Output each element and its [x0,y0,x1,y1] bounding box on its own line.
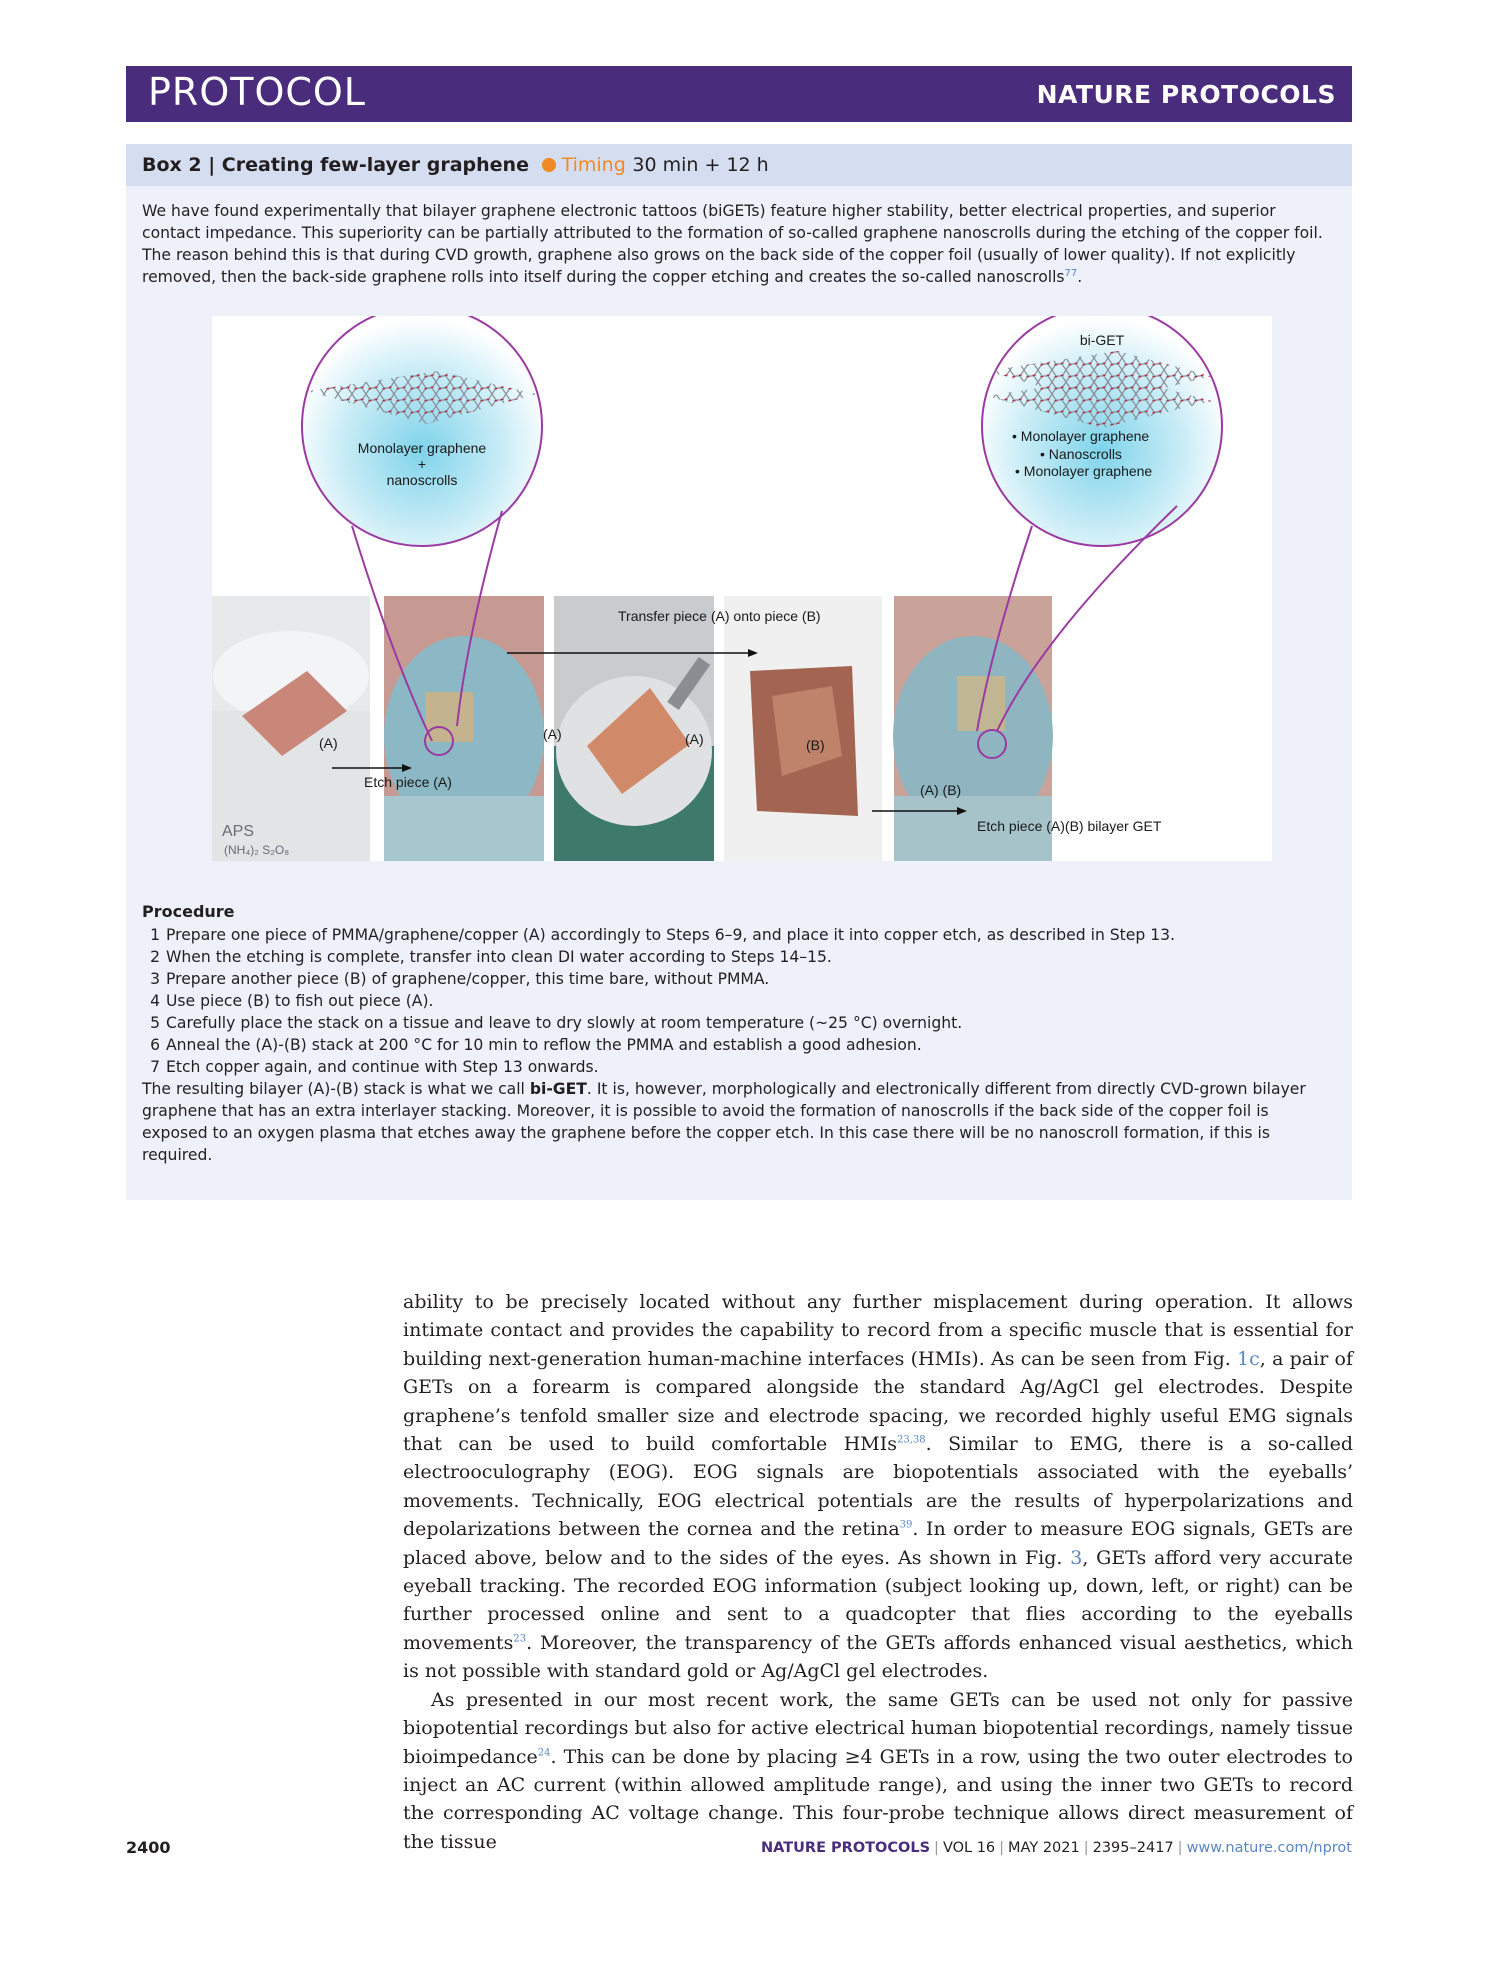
right-circle-line3: • Monolayer graphene [1015,463,1153,479]
photo-1 [212,596,370,861]
p1-c: . Similar to EMG, there is a so-called electrooculography (EOG). EOG signals are biopotentials associated with the eyeballs’ movements. Technically, EOG electrical potentials are the results of hyperpolarizations and depolarizations between the cornea and the retina [403,1433,1353,1541]
procedure-title: Procedure [142,902,235,921]
step-number: 2 [150,948,160,966]
box-title-bar [126,144,1352,186]
photo-4 [724,596,882,861]
etch-a-label: Etch piece (A) [364,774,452,790]
step-text: Prepare another piece (B) of graphene/copper, this time bare, without PMMA. [166,970,770,988]
step-text: Anneal the (A)-(B) stack at 200 °C for 10 min to reflow the PMMA and establish a good adhesion. [166,1036,922,1054]
footer-date: MAY 2021 [1008,1840,1080,1856]
footer-url[interactable]: www.nature.com/nprot [1186,1840,1352,1856]
step-number: 5 [150,1014,160,1032]
page-number: 2400 [126,1838,171,1857]
box-2 [126,144,1352,1200]
footer-citation: NATURE PROTOCOLS | VOL 16 | MAY 2021 | 2395–2417 | www.nature.com/nprot [761,1840,1352,1856]
step-text: Carefully place the stack on a tissue and leave to dry slowly at room temperature (~25 °C) overnight. [166,1014,963,1032]
ref-23-38[interactable]: 23,38 [896,1434,926,1446]
step-text: When the etching is complete, transfer into clean DI water according to Steps 14–15. [166,948,832,966]
step-text: Prepare one piece of PMMA/graphene/copper (A) accordingly to Steps 6–9, and place it into copper etch, as described in Step 13. [166,926,1176,944]
left-circle-line1: Monolayer graphene [357,440,487,456]
left-circle-label [302,440,542,488]
paragraph-1 [403,1288,1353,1686]
step-number: 4 [150,992,160,1010]
p1-b: , a pair of GETs on a forearm is compared alongside the standard Ag/AgCl gel electrodes. Despite graphene’s tenfold smaller size and electrode spacing, we recorded highly useful EMG signals that can be used to build comfortable HMIs [403,1347,1354,1456]
closing-post: . It is, however, morphologically and electronically different from directly CVD-grown bilayer graphene that has an extra interlayer stacking. Moreover, it is possible to avoid the formation of nanoscrolls if the back side of the copper foil is exposed to an oxygen plasma that etches away the graphene before the copper etch. In this case there will be no nanoscroll formation, if this is required. [142,1080,1306,1164]
step-number: 6 [150,1036,160,1054]
procedure-steps [142,924,1338,1078]
procedure-step [142,990,1338,1012]
right-circle-line1: • Monolayer graphene [1012,428,1150,444]
procedure-step [142,946,1338,968]
photo-3 [554,596,714,861]
fig-link-3[interactable]: 3 [1070,1546,1083,1569]
footer-journal: NATURE PROTOCOLS [761,1840,931,1856]
p2-a: As presented in our most recent work, the same GETs can be used not only for passive biopotential recordings but also for active electrical human biopotential recordings, namely tissue bioimpedance [403,1688,1353,1768]
page-header [126,66,1352,122]
ref-39[interactable]: 39 [899,1519,913,1531]
label-a-2: (A) [543,726,562,742]
p1-a: ability to be precisely located without any further misplacement during operation. It allows intimate contact and provides the capability to record from a specific muscle that is essential for building next-generation human-machine interfaces (HMIs). As can be seen from Fig. [403,1291,1353,1370]
journal-label: NATURE PROTOCOLS [1036,80,1336,109]
p2-b: . This can be done by placing ≥4 GETs in a row, using the two outer electrodes to inject an AC current (within allowed amplitude range), and using the inner two GETs to record the corresponding AC voltage change. This four-probe technique allows direct measurement of the tissue [403,1745,1353,1853]
bi-get-title: bi-GET [1079,332,1125,348]
timing-dot-icon [542,158,556,172]
procedure-step [142,924,1338,946]
right-circle-label [1012,428,1152,481]
procedure-step [142,1034,1338,1056]
left-circle-line3: nanoscrolls [386,472,458,488]
closing-pre: The resulting bilayer (A)-(B) stack is what we call [142,1080,530,1098]
paragraph-2 [403,1686,1353,1856]
procedure-step [142,1056,1338,1078]
etch-ab-label: Etch piece (A)(B) bilayer GET [977,818,1162,834]
label-b-3: (B) [806,737,825,753]
handwriting: APS [222,823,255,840]
step-number: 1 [150,926,160,944]
transfer-arrow-label: Transfer piece (A) onto piece (B) [618,608,821,624]
step-text: Use piece (B) to fish out piece (A). [166,992,434,1010]
footer-pages: 2395–2417 [1092,1840,1174,1856]
procedure-closing [142,1078,1338,1166]
ref-23[interactable]: 23 [513,1633,527,1645]
procedure-step [142,968,1338,990]
box-intro-text: We have found experimentally that bilayer graphene electronic tattoos (biGETs) feature higher stability, better electrical properties, and superior contact impedance. This superiority can be partially attributed to the formation of so-called graphene nanoscrolls during the etching of the copper foil. The reason behind this is that during CVD growth, graphene also grows on the back side of the copper foil (usually of lower quality). If not explicitly removed, then the back-side graphene rolls into itself during the copper etching and creates the so-called nanoscrolls [142,202,1323,286]
p1-e: , GETs afford very accurate eyeball tracking. The recorded EOG information (subject looking up, down, left, or right) can be further processed online and sent to a quadcopter that flies according to the eyeballs movements [403,1546,1353,1654]
closing-bold: bi-GET [529,1080,587,1098]
p1-f: . Moreover, the transparency of the GETs affords enhanced visual aesthetics, which is not possible with standard gold or Ag/AgCl gel electrodes. [403,1631,1353,1683]
ref-77[interactable]: 77 [1064,267,1078,279]
label-a-3: (A) [685,731,704,747]
box-intro: We have found experimentally that bilayer graphene electronic tattoos (biGETs) feature higher stability, better electrical properties, and superior contact impedance. This superiority can be partially attributed to the formation of so-called graphene nanoscrolls during the etching of the copper foil. The reason behind this is that during CVD growth, graphene also grows on the back side of the copper foil (usually of lower quality). If not explicitly removed, then the back-side graphene rolls into itself during the copper etching and creates the so-called nanoscrolls$^{77}$. [142,202,1323,286]
ref-24[interactable]: 24 [537,1747,551,1759]
step-text: Etch copper again, and continue with Step 13 onwards. [166,1058,599,1076]
left-circle-line2: + [417,456,427,472]
body-text [403,1288,1353,1856]
procedure-step [142,1012,1338,1034]
timing-value: 30 min + 12 h [632,154,769,176]
box-label: Box 2 | Creating few-layer graphene [142,154,529,176]
handwriting-2: (NH₄)₂ S₂O₈ [224,843,290,857]
timing-label: Timing [561,154,626,176]
step-number: 7 [150,1058,160,1076]
section-label: PROTOCOL [148,70,366,114]
footer-vol: VOL 16 [942,1840,996,1856]
right-circle-line2: • Nanoscrolls [1040,445,1122,462]
procedure-figure [212,316,1272,861]
label-a-1: (A) [319,735,338,751]
photo-2 [384,596,544,861]
fig-link-1c[interactable]: 1c [1237,1347,1260,1370]
step-number: 3 [150,970,160,988]
label-ab: (A) (B) [920,782,962,798]
p1-d: . In order to measure EOG signals, GETs are placed above, below and to the sides of the eyes. As shown in Fig. [403,1518,1353,1569]
